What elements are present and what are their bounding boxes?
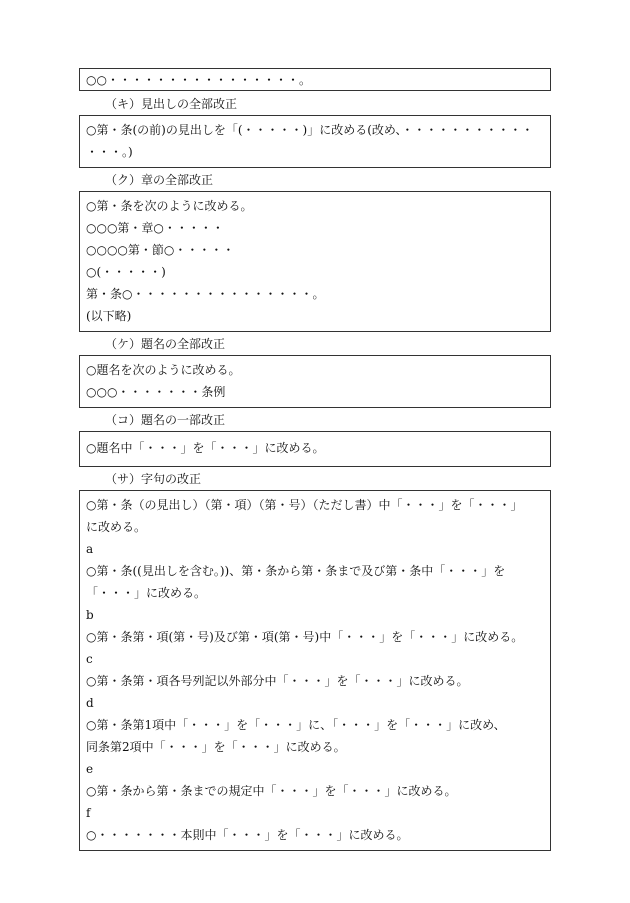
- box-line: ・・・。): [86, 145, 133, 159]
- box-line: (以下略): [86, 309, 132, 323]
- box-line: 「・・・」に改める。: [86, 586, 207, 600]
- box-line: ○第・条((見出しを含む。))、第・条から第・条まで及び第・条中「・・・」を: [86, 564, 506, 578]
- box-line: ○第・条を次のように改める。: [86, 199, 253, 213]
- box-line: ○○○○第・節○・・・・・: [86, 243, 235, 257]
- section-heading-sa: （サ）字句の改正: [105, 472, 202, 486]
- box-line: ○第・条第1項中「・・・」を「・・・」に、「・・・」を「・・・」に改め、: [86, 718, 506, 732]
- box-line: ○○○・・・・・・・条例: [86, 385, 226, 399]
- box-line: ○・・・・・・・本則中「・・・」を「・・・」に改める。: [86, 828, 409, 842]
- section-heading-ko: （コ）題名の一部改正: [105, 413, 226, 427]
- box-line-label: b: [86, 608, 94, 622]
- box-line: ○第・条第・項各号列記以外部分中「・・・」を「・・・」に改める。: [86, 674, 469, 688]
- box-line: ○第・条（の見出し）（第・項）（第・号）（ただし書）中「・・・」を「・・・」: [86, 498, 523, 512]
- box-line-label: e: [86, 762, 94, 776]
- box-sa: [79, 490, 551, 851]
- box-line: 第・条○・・・・・・・・・・・・・・・。: [86, 287, 325, 301]
- box-intro: [79, 68, 551, 91]
- box-line-label: c: [86, 652, 93, 666]
- box-line: ○(・・・・・): [86, 265, 166, 279]
- box-ki: [79, 115, 551, 168]
- section-heading-ki: （キ）見出しの全部改正: [105, 97, 238, 111]
- box-line-label: d: [86, 696, 94, 710]
- box-line-label: a: [86, 542, 94, 556]
- box-line: ○題名中「・・・」を「・・・」に改める。: [86, 441, 325, 455]
- box-line: ○題名を次のように改める。: [86, 363, 241, 377]
- box-ku: [79, 191, 551, 332]
- box-line: ○第・条第・項(第・号)及び第・項(第・号)中「・・・」を「・・・」に改める。: [86, 630, 524, 644]
- box-line: ○第・条から第・条までの規定中「・・・」を「・・・」に改める。: [86, 784, 457, 798]
- document-page: [79, 68, 551, 851]
- box-line: ○○○第・章○・・・・・: [86, 221, 224, 235]
- section-heading-ku: （ク）章の全部改正: [105, 173, 214, 187]
- box-line: ○○・・・・・・・・・・・・・・・・。: [86, 73, 311, 87]
- section-heading-ke: （ケ）題名の全部改正: [105, 337, 226, 351]
- box-line: に改める。: [86, 520, 147, 534]
- box-line: 同条第2項中「・・・」を「・・・」に改める。: [86, 740, 346, 754]
- box-line: ○第・条(の前)の見出しを「(・・・・・)」に改める(改め、・・・・・・・・・・・: [86, 123, 534, 137]
- box-line-label: f: [86, 806, 91, 820]
- box-ke: [79, 355, 551, 408]
- box-ko: [79, 431, 551, 467]
